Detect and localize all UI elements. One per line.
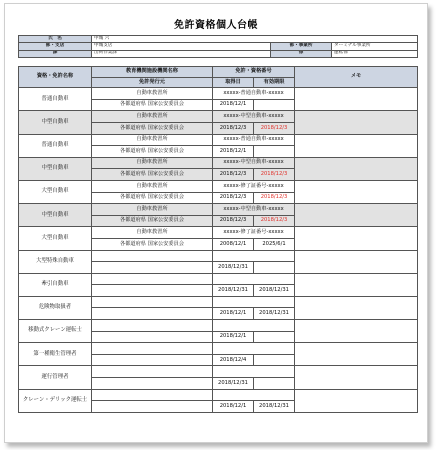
record-row — [19, 343, 418, 355]
school-name — [92, 389, 213, 401]
school-name: 自動車教習所 — [92, 111, 213, 123]
school-name — [92, 366, 213, 378]
record-row — [19, 366, 418, 378]
issuer-name — [92, 331, 213, 343]
expiry-date — [254, 146, 295, 158]
school-name — [92, 296, 213, 308]
employee-info-table — [18, 35, 418, 58]
qualification-name: 第一種衛生管理者 — [19, 343, 92, 366]
license-number — [213, 320, 295, 332]
acquired-date: 2018/12/4 — [213, 354, 254, 366]
dept-value: 中城支店 — [92, 43, 271, 50]
info-row — [19, 36, 418, 43]
school-name — [92, 273, 213, 285]
school-name: 自動車教習所 — [92, 204, 213, 216]
license-number — [213, 250, 295, 262]
license-number — [213, 273, 295, 285]
qual-name-header: 資格・免許名称 — [19, 67, 92, 88]
acquired-date: 2018/12/1 — [213, 99, 254, 111]
record-row — [19, 296, 418, 308]
record-row — [19, 250, 418, 262]
name-value: 中城 六 — [92, 36, 418, 43]
qualification-name: 中型自動車 — [19, 111, 92, 134]
qualification-name: 普通自動車 — [19, 134, 92, 157]
issuer-name — [92, 262, 213, 274]
qualification-name: 移動式クレーン運転士 — [19, 320, 92, 343]
section-value: 出荷作業課 — [92, 50, 271, 57]
record-row — [19, 389, 418, 401]
memo-cell[interactable] — [295, 273, 418, 296]
license-number-header: 免許・資格番号 — [213, 67, 295, 78]
license-number — [213, 389, 295, 401]
school-name — [92, 320, 213, 332]
issuer-name: 各都道府県 国家公安委員会 — [92, 215, 213, 227]
acquired-date: 2018/12/1 — [213, 146, 254, 158]
header-row — [19, 67, 418, 78]
records-body — [19, 88, 418, 413]
expiry-date: 2018/12/3 — [254, 169, 295, 181]
qualification-name: 大型自動車 — [19, 227, 92, 250]
memo-header: メモ — [295, 67, 418, 88]
acquired-header: 取得日 — [213, 77, 254, 88]
school-name: 自動車教習所 — [92, 227, 213, 239]
qualification-name: 中型自動車 — [19, 157, 92, 180]
issuer-name: 各都道府県 国家公安委員会 — [92, 146, 213, 158]
expiry-date: 2018/12/31 — [254, 308, 295, 320]
memo-cell[interactable] — [295, 250, 418, 273]
expiry-date — [254, 378, 295, 390]
issuer-name — [92, 354, 213, 366]
school-name: 自動車教習所 — [92, 88, 213, 100]
info-row — [19, 50, 418, 57]
school-name — [92, 343, 213, 355]
record-row — [19, 273, 418, 285]
memo-cell[interactable] — [295, 180, 418, 203]
acquired-date: 2018/12/31 — [213, 378, 254, 390]
expiry-date: 2018/12/3 — [254, 215, 295, 227]
memo-cell[interactable] — [295, 204, 418, 227]
issuer-header: 免許発行元 — [92, 77, 213, 88]
expiry-date: 2018/12/31 — [254, 285, 295, 297]
issuer-name — [92, 378, 213, 390]
acquired-date: 2018/12/31 — [213, 262, 254, 274]
record-row — [19, 320, 418, 332]
expiry-date — [254, 99, 295, 111]
dept-label: 部・支店 — [19, 43, 92, 50]
memo-cell[interactable] — [295, 88, 418, 111]
qualification-name: クレーン・デリック運転士 — [19, 389, 92, 412]
qualification-table — [18, 66, 418, 413]
issuer-name: 各都道府県 国家公安委員会 — [92, 122, 213, 134]
qualification-name: 牽引自動車 — [19, 273, 92, 296]
issuer-name: 各都道府県 国家公安委員会 — [92, 192, 213, 204]
expiry-date — [254, 354, 295, 366]
job-label: 係 — [271, 50, 332, 57]
license-number — [213, 366, 295, 378]
memo-cell[interactable] — [295, 227, 418, 250]
qualification-name: 中型自動車 — [19, 204, 92, 227]
expiry-date: 2018/12/3 — [254, 192, 295, 204]
job-value: 運転係 — [332, 50, 418, 57]
info-row — [19, 43, 418, 50]
license-number: xxxxx-普通自動車-xxxxx — [213, 134, 295, 146]
memo-cell[interactable] — [295, 343, 418, 366]
school-name: 自動車教習所 — [92, 180, 213, 192]
issuer-name: 各都道府県 国家公安委員会 — [92, 169, 213, 181]
expiry-date: 2018/12/31 — [254, 401, 295, 413]
license-number: xxxxx-中型自動車-xxxxx — [213, 204, 295, 216]
record-row — [19, 157, 418, 169]
acquired-date: 2018/12/3 — [213, 215, 254, 227]
qualification-name: 普通自動車 — [19, 88, 92, 111]
school-name-header: 教育機関施設機関名称 — [92, 67, 213, 78]
acquired-date: 2018/12/1 — [213, 308, 254, 320]
license-number: xxxxx-修了証番号-xxxxx — [213, 180, 295, 192]
ledger-sheet — [4, 3, 428, 443]
qualification-name: 運行管理者 — [19, 366, 92, 389]
issuer-name — [92, 401, 213, 413]
record-row — [19, 227, 418, 239]
section-label: 課 — [19, 50, 92, 57]
acquired-date: 2018/12/3 — [213, 169, 254, 181]
license-number: xxxxx-中型自動車-xxxxx — [213, 157, 295, 169]
record-row — [19, 204, 418, 216]
qualification-name: 大型特殊自動車 — [19, 250, 92, 273]
school-name: 自動車教習所 — [92, 134, 213, 146]
license-number — [213, 343, 295, 355]
acquired-date: 2008/12/1 — [213, 238, 254, 250]
office-label: 部・事業所 — [271, 43, 332, 50]
license-number: xxxxx-中型自動車-xxxxx — [213, 111, 295, 123]
memo-cell[interactable] — [295, 320, 418, 343]
memo-cell[interactable] — [295, 134, 418, 157]
issuer-name: 各都道府県 国家公安委員会 — [92, 99, 213, 111]
school-name: 自動車教習所 — [92, 157, 213, 169]
acquired-date: 2018/12/3 — [213, 122, 254, 134]
name-label: 氏 名 — [19, 36, 92, 43]
issuer-name: 各都道府県 国家公安委員会 — [92, 238, 213, 250]
school-name — [92, 250, 213, 262]
license-number: xxxxx-修了証番号-xxxxx — [213, 227, 295, 239]
qualification-name: 危険物取扱者 — [19, 296, 92, 319]
expiry-date: 2025/6/1 — [254, 238, 295, 250]
document-title: 免許資格個人台帳 — [174, 20, 258, 31]
license-number: xxxxx-普通自動車-xxxxx — [213, 88, 295, 100]
memo-cell[interactable] — [295, 389, 418, 412]
record-row — [19, 180, 418, 192]
license-number — [213, 296, 295, 308]
acquired-date: 2018/12/31 — [213, 285, 254, 297]
issuer-name — [92, 285, 213, 297]
office-value: ターミナル事業所 — [332, 43, 418, 50]
expiry-date — [254, 262, 295, 274]
expiry-date: 2018/12/3 — [254, 122, 295, 134]
issuer-name — [92, 308, 213, 320]
expiry-header: 有効期限 — [254, 77, 295, 88]
memo-cell[interactable] — [295, 157, 418, 180]
record-row — [19, 134, 418, 146]
memo-cell[interactable] — [295, 296, 418, 319]
acquired-date: 2018/12/3 — [213, 192, 254, 204]
expiry-date — [254, 331, 295, 343]
memo-cell[interactable] — [295, 366, 418, 389]
record-row — [19, 111, 418, 123]
acquired-date: 2018/12/1 — [213, 401, 254, 413]
qualification-name: 大型自動車 — [19, 180, 92, 203]
memo-cell[interactable] — [295, 111, 418, 134]
acquired-date: 2018/12/1 — [213, 331, 254, 343]
record-row — [19, 88, 418, 100]
